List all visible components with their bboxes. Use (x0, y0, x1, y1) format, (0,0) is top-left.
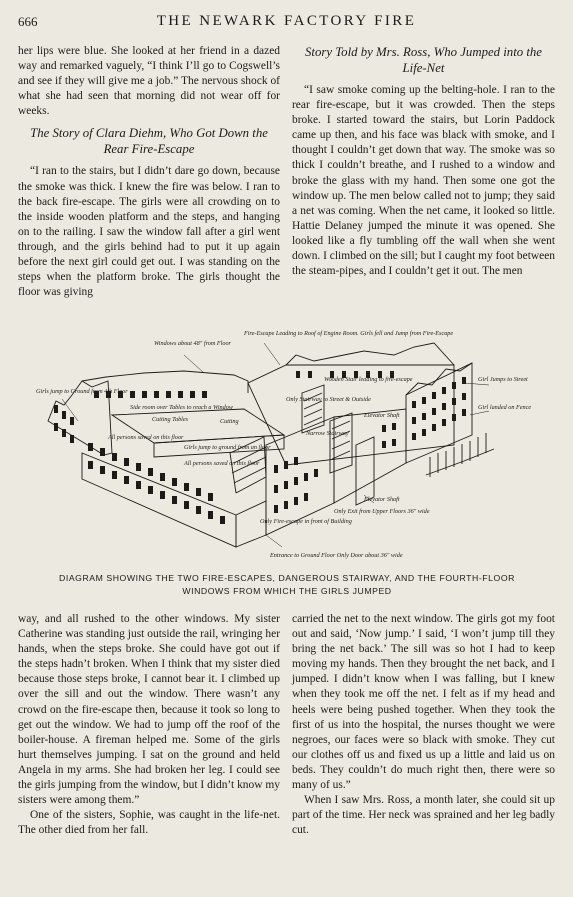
paragraph: One of the sisters, Sophie, was caught in the life-net. The other died from her fall. (18, 809, 280, 837)
label-persons-saved: All persons saved on this floor (184, 460, 260, 467)
section-heading-mrs-ross: Story Told by Mrs. Ross, Who Jumped into the Life-Net (305, 45, 542, 75)
label-elevator-shaft-lower: Elevator Shaft (364, 496, 400, 503)
page-number: 666 (18, 14, 38, 29)
paragraph: When I saw Mrs. Ross, a month later, she could sit up part of the time. Her neck was sprained and her leg badly cut. (292, 794, 555, 837)
label-elevator-shaft-upper: Elevator Shaft (364, 412, 400, 419)
paragraph: “I ran to the stairs, but I didn’t dare go down, because the smoke was thick. I knew the fire was below. I ran to the back fire-escape. The girls were all crowding on to the inside wooden platform and the steps, and hanging on to the railing. I saw the window fall after a girl went through, and the girls behind had to put it up again before the next girl could get out. I was standing on the steps when the platform broke. The girls thought the floor was giving (18, 165, 280, 299)
label-only-exit: Only Exit from Upper Floors 36″ wide (334, 508, 430, 515)
paragraph: “I saw smoke coming up the belting-hole. I ran to the rear fire-escape, but it was crowded. Then the steps broke. I started toward the stairs, but Lorin Paddock came up then, and his face was black with smoke, and I thought I couldn’t get down that way. The smoke was so thick I couldn’t breathe, and I rushed to a window and broke the glass with my hand. Then some one got the window up. The men below called not to jump; they said a net was coming. When the net came, it looked so little. Hattie Delaney jumped the minute it was opened. She looked like a fly tumbling off the wall when she went down. I climbed on the sill; but I caught my foot between the steam-pipes, and I couldn’t get it out. The men (292, 84, 556, 278)
label-girl-jumps-street: Girl Jumps to Street (478, 376, 528, 383)
factory-diagram (34, 325, 544, 567)
label-girl-landed: Girl landed on Fence (478, 404, 532, 411)
label-stairway-street: Only Stairway to Street & Outside (286, 396, 371, 403)
column-top-left (18, 44, 280, 300)
label-entrance: Entrance to Ground Floor Only Door about 36″ wide (270, 552, 403, 559)
figure-caption: DIAGRAM SHOWING THE TWO FIRE-ESCAPES, DANGEROUS STAIRWAY, AND THE FOURTH-FLOOR WINDOWS FROM WHICH THE GIRLS JUMPED (59, 573, 515, 596)
label-side-room: Side room over Tables to reach a Window (130, 404, 233, 411)
label-persons-tables: All persons saved on this floor (108, 434, 184, 441)
section-heading-clara-diehm: The Story of Clara Diehm, Who Got Down the Rear Fire-Escape (30, 126, 268, 157)
label-wooden-stair: Wooden Stair leading to fire-escape (324, 376, 413, 383)
label-girls-jump-ground: Girls jump to Ground from 4th Floor (36, 388, 128, 395)
label-cutting: Cutting (220, 418, 239, 425)
column-top-right (292, 44, 555, 279)
paragraph: way, and all rushed to the other windows. My sister Catherine was standing just outside the rail, wringing her hands, when the steps broke. She could have got out if the steps hadn’t broken. When I think that my sister died because those steps broke, I cannot bear it. I climbed up over the sill and out the window. There wasn’t any crowd on the fire-escape then, because it took so long to get out the window. We had to jump off the roof of the boiler-house. A fireman helped me. Some of the girls hurt themselves jumping. I sat on the ground and held Angela in my arms. She had broken her leg. I could see the girls jumping from the window, but I didn’t know my sisters were among them.” (18, 613, 280, 807)
column-bottom-left (18, 612, 280, 838)
paragraph: her lips were blue. She looked at her friend in a dazed way and remarked vaguely, “I think I’ll go to Cogswell’s and see if they will give me a job.” The nervous shock of what she had seen that morning did not wear off for weeks. (18, 45, 280, 118)
factory-diagram-drawing (34, 325, 544, 567)
paragraph: carried the net to the next window. The girls got my foot out and said, ‘Now jump.’ I said, ‘I won’t jump till they bring the net back.’ The sill was so hot I had to keep moving my hands. Then they brought the net back, and I jumped. I didn’t know when I was falling, but I knew when they took me off the net. I felt as if my head and heels were being pushed together. When they took the first of us into the hospital, the nurses thought we were negroes, our faces were so black with smoke. They cut our clothes off us and fixed us up a little and laid us on beds. They couldn’t do much right then, there were so many of us.” (292, 613, 555, 792)
label-only-fire-escape: Only Fire-escape in front of Building (260, 518, 352, 525)
label-fire-escape-roof: Fire-Escape Leading to Roof of Engine Room. Girls fell and Jump from Fire-Escape (244, 330, 454, 337)
label-windows: Windows about 48″ from Floor (154, 340, 231, 347)
label-narrow-stairway: Narrow Stairway (306, 430, 349, 437)
running-title: THE NEWARK FACTORY FIRE (156, 13, 417, 29)
column-bottom-right (292, 612, 555, 838)
label-girls-jump-behind: Girls jump to ground from an floor (184, 444, 271, 451)
label-cutting-tables: Cutting Tables (152, 416, 189, 423)
